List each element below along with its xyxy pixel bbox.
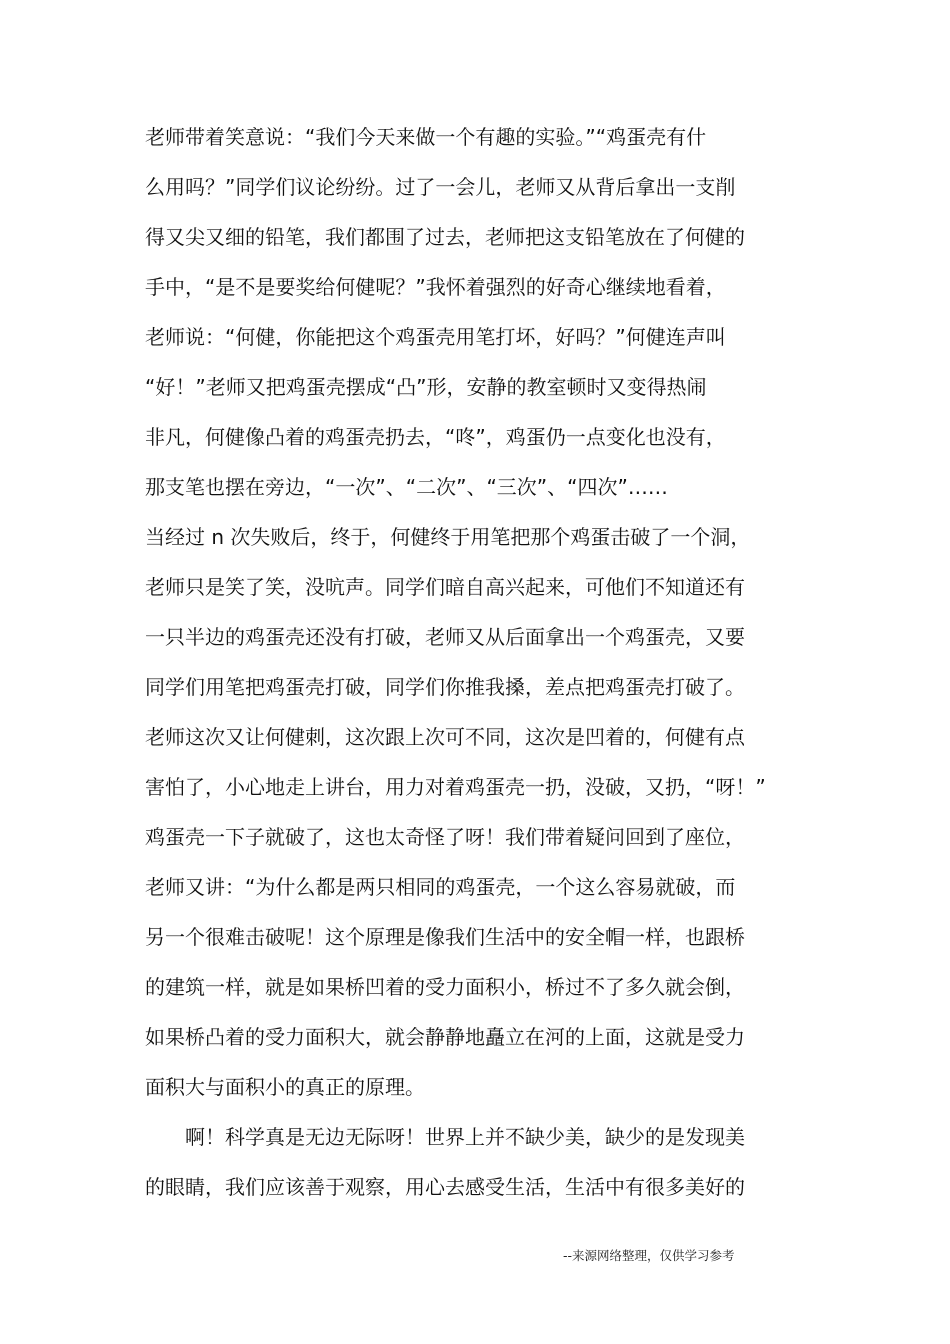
text-line-18: 的建筑一样，就是如果桥凹着的受力面积小，桥过不了多久就会倒， [145,975,745,999]
text-line-4: 手中，“是不是要奖给何健呢？”我怀着强烈的好奇心继续地看着， [145,275,726,299]
text-line-3: 得又尖又细的铅笔，我们都围了过去，老师把这支铅笔放在了何健的 [145,225,745,249]
text-line-8: 那支笔也摆在旁边，“一次”、“二次”、“三次”、“四次”…… [145,475,668,499]
text-line-14: 害怕了，小心地走上讲台，用力对着鸡蛋壳一扔，没破，又扔，“呀！” [145,775,766,799]
text-line-19: 如果桥凸着的受力面积大，就会静静地矗立在河的上面，这就是受力 [145,1025,745,1049]
text-line-9: 当经过 n 次失败后，终于，何健终于用笔把那个鸡蛋击破了一个洞， [145,525,751,549]
text-line-12: 同学们用笔把鸡蛋壳打破，同学们你推我搡，差点把鸡蛋壳打破了。 [145,675,745,699]
text-line-16: 老师又讲：“为什么都是两只相同的鸡蛋壳，一个这么容易就破，而 [145,875,736,899]
text-line-20: 面积大与面积小的真正的原理。 [145,1075,425,1099]
text-line-13: 老师这次又让何健刺，这次跟上次可不同，这次是凹着的，何健有点 [145,725,745,749]
text-line-22: 的眼睛，我们应该善于观察，用心去感受生活，生活中有很多美好的 [145,1175,745,1199]
text-line-6: “好！”老师又把鸡蛋壳摆成“凸”形，安静的教室顿时又变得热闹 [145,375,707,399]
text-line-10: 老师只是笑了笑，没吭声。同学们暗自高兴起来，可他们不知道还有 [145,575,745,599]
text-line-2: 么用吗？”同学们议论纷纷。过了一会儿，老师又从背后拿出一支削 [145,175,736,199]
page-footer: --来源网络整理，仅供学习参考 [563,1248,735,1263]
text-line-1: 老师带着笑意说：“我们今天来做一个有趣的实验。”“鸡蛋壳有什 [145,125,707,149]
text-line-21: 啊！科学真是无边无际呀！世界上并不缺少美，缺少的是发现美 [185,1125,745,1149]
text-line-11: 一只半边的鸡蛋壳还没有打破，老师又从后面拿出一个鸡蛋壳，又要 [145,625,745,649]
text-line-17: 另一个很难击破呢！这个原理是像我们生活中的安全帽一样，也跟桥 [145,925,745,949]
body-text [145,112,809,1212]
text-line-15: 鸡蛋壳一下子就破了，这也太奇怪了呀！我们带着疑问回到了座位， [145,825,745,849]
text-line-7: 非凡，何健像凸着的鸡蛋壳扔去，“咚”，鸡蛋仍一点变化也没有， [145,425,726,449]
text-line-5: 老师说：“何健，你能把这个鸡蛋壳用笔打坏，好吗？”何健连声叫 [145,325,726,349]
